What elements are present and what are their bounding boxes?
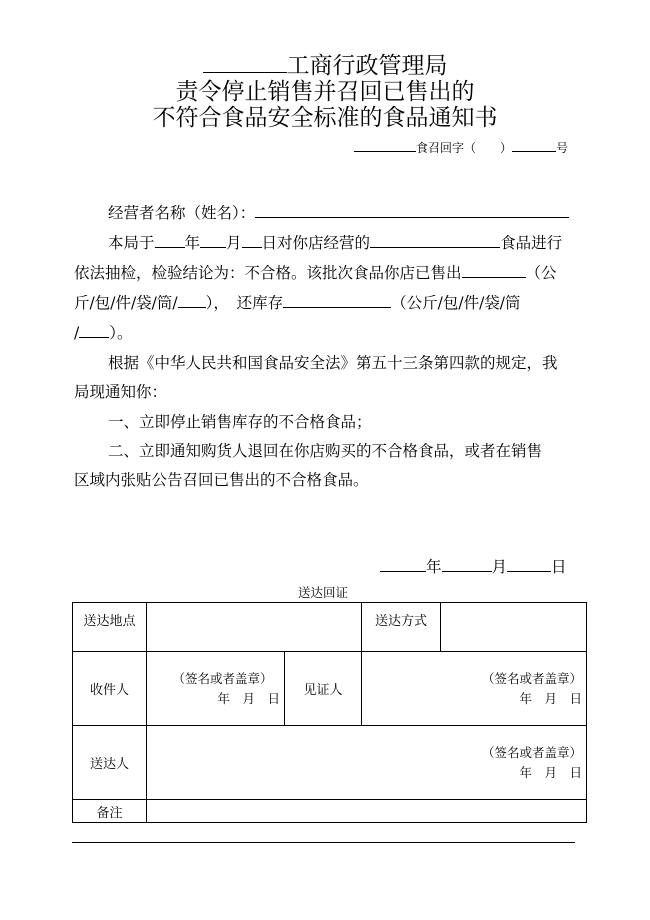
paragraph-1-line-2 (74, 263, 557, 283)
p2-text-a: 依法抽检，检验结论为：不合格。该批次食品你店已售出 (74, 264, 462, 282)
table-row (73, 652, 587, 726)
month-blank (200, 247, 226, 248)
issue-year-blank (380, 571, 426, 572)
server-signature-note: （签名或者盖章） (481, 744, 582, 760)
p1-text-a: 本局于 (108, 234, 155, 252)
issue-month-label: 月 (491, 558, 508, 576)
item-2-line-2: 区域内张贴公告召回已售出的不合格食品。 (74, 471, 369, 489)
operator-line (108, 203, 569, 223)
year-blank (155, 247, 185, 248)
issue-year-label: 年 (426, 558, 442, 576)
service-receipt-table (72, 602, 587, 823)
doc-number-mid: 食召回字（ ） (416, 141, 513, 155)
doc-number-blank (512, 151, 556, 152)
doc-number (354, 140, 568, 156)
title-line-2: 责令停止销售并召回已售出的 (175, 79, 475, 105)
issue-day-blank (507, 571, 551, 572)
issue-date-line (380, 557, 567, 577)
item-1: 一、立即停止销售库存的不合格食品； (108, 413, 372, 431)
title-line-1 (0, 52, 650, 80)
delivery-method-field[interactable] (441, 603, 587, 652)
recipient-signature-note: （签名或者盖章） (172, 670, 273, 686)
recipient-label: 收件人 (73, 652, 147, 726)
issuer-blank (203, 72, 287, 73)
p1-text-c: 月 (226, 234, 242, 252)
p3-text-c: （公斤/包/件/袋/筒 (391, 294, 521, 312)
p3-text-a: 斤/包/件/袋/筒/ (74, 294, 178, 312)
doc-number-suffix: 号 (556, 141, 569, 155)
p4-text-b: ）。 (109, 324, 133, 342)
witness-signature-cell[interactable] (362, 652, 587, 726)
server-signature-cell[interactable] (147, 726, 587, 800)
server-date: 年 月 日 (519, 764, 582, 780)
p1-text-d: 日对你店经营的 (261, 234, 371, 252)
recipient-date: 年 月 日 (217, 690, 280, 706)
witness-signature-note: （签名或者盖章） (481, 670, 582, 686)
doc-number-prefix-blank (354, 151, 416, 152)
item-2-line-1: 二、立即通知购货人退回在你店购买的不合格食品，或者在销售 (108, 442, 543, 460)
food-name-blank (370, 247, 500, 248)
issuer-suffix: 工商行政管理局 (286, 53, 448, 79)
paragraph-1-line-1 (108, 233, 562, 253)
p2-text-b: （公 (525, 264, 557, 282)
table-row (73, 726, 587, 800)
operator-name-blank (255, 217, 569, 218)
remarks-label: 备注 (73, 800, 147, 823)
title-line-3: 不符合食品安全标准的食品通知书 (152, 105, 498, 131)
recipient-signature-cell[interactable] (147, 652, 285, 726)
stock-qty-blank (283, 307, 391, 308)
delivery-place-label: 送达地点 (73, 603, 147, 652)
day-blank (242, 247, 262, 248)
paragraph-1-line-3 (74, 293, 521, 313)
operator-label: 经营者名称（姓名）： (108, 204, 256, 222)
p1-text-b: 年 (184, 234, 201, 252)
paragraph-2-line-1: 根据《中华人民共和国食品安全法》第五十三条第四款的规定，我 (108, 354, 558, 372)
issue-month-blank (442, 571, 492, 572)
server-label: 送达人 (73, 726, 147, 800)
issue-day-label: 日 (551, 558, 567, 576)
receipt-title: 送达回证 (298, 585, 349, 600)
p4-text-a: / (74, 324, 80, 342)
sold-qty-blank (462, 277, 526, 278)
table-row (73, 603, 587, 652)
sold-unit-blank (178, 307, 206, 308)
p3-text-b: ）， 还库存 (205, 294, 284, 312)
remarks-field[interactable] (147, 800, 587, 823)
delivery-place-field[interactable] (147, 603, 362, 652)
witness-date: 年 月 日 (519, 690, 582, 706)
table-row (73, 800, 587, 823)
paragraph-2-line-2: 局现通知你： (74, 383, 168, 401)
paragraph-1-line-4 (74, 323, 133, 343)
footer-divider (72, 842, 575, 843)
stock-unit-blank (79, 337, 109, 338)
witness-label: 见证人 (285, 652, 362, 726)
p1-text-e: 食品进行 (500, 234, 563, 252)
delivery-method-label: 送达方式 (362, 603, 441, 652)
